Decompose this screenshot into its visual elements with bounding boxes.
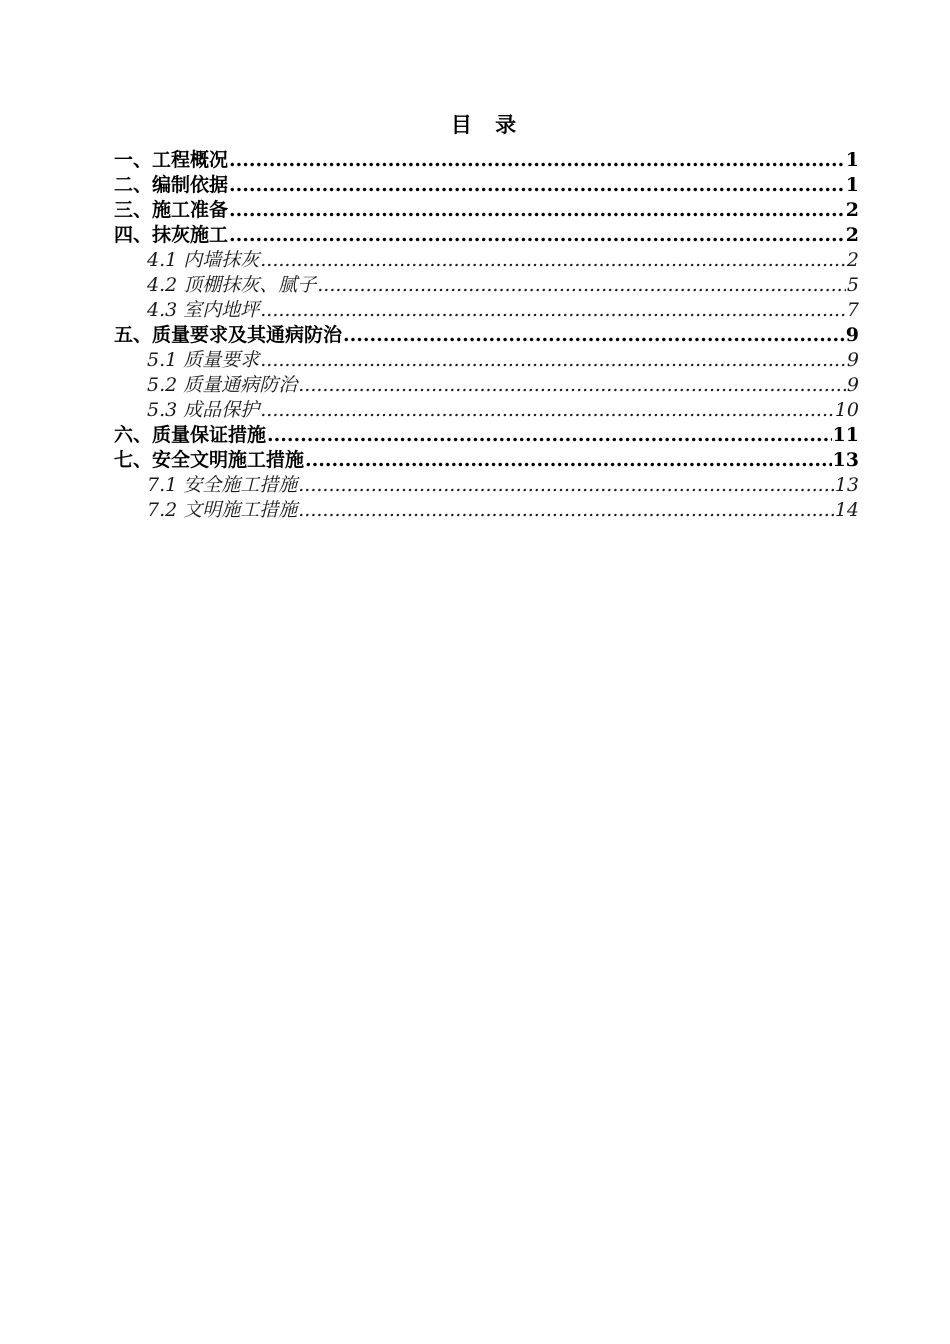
table-of-contents xyxy=(114,148,859,523)
toc-entry-label: 7.2 文明施工措施 xyxy=(147,499,298,521)
toc-entry-page: 13 xyxy=(832,449,859,471)
toc-leader-dots xyxy=(305,448,832,473)
toc-entry-page: 10 xyxy=(834,399,859,421)
toc-entry-page: 5 xyxy=(846,274,859,296)
toc-entry[interactable] xyxy=(114,198,859,223)
toc-subentry[interactable] xyxy=(114,498,859,523)
toc-entry[interactable] xyxy=(114,448,859,473)
toc-entry-page: 1 xyxy=(845,174,859,196)
toc-entry[interactable] xyxy=(114,423,859,448)
toc-leader-dots xyxy=(343,323,845,348)
toc-entry-label: 三、施工准备 xyxy=(114,199,229,221)
toc-leader-dots xyxy=(260,298,846,323)
toc-leader-dots xyxy=(260,348,846,373)
toc-entry[interactable] xyxy=(114,148,859,173)
toc-leader-dots xyxy=(298,373,846,398)
toc-entry-page: 13 xyxy=(834,474,859,496)
toc-entry-label: 一、工程概况 xyxy=(114,149,229,171)
toc-leader-dots xyxy=(229,173,845,198)
toc-leader-dots xyxy=(229,148,845,173)
toc-entry-label: 七、安全文明施工措施 xyxy=(114,449,305,471)
toc-entry-label: 六、质量保证措施 xyxy=(114,424,267,446)
toc-entry[interactable] xyxy=(114,323,859,348)
toc-entry[interactable] xyxy=(114,173,859,198)
toc-subentry[interactable] xyxy=(114,398,859,423)
toc-entry[interactable] xyxy=(114,223,859,248)
toc-entry-page: 2 xyxy=(846,249,859,271)
toc-entry-page: 2 xyxy=(845,199,859,221)
toc-entry-page: 9 xyxy=(846,374,859,396)
toc-entry-label: 5.3 成品保护 xyxy=(147,399,260,421)
toc-entry-label: 4.3 室内地坪 xyxy=(147,299,260,321)
toc-leader-dots xyxy=(229,198,845,223)
toc-entry-label: 5.2 质量通病防治 xyxy=(147,374,298,396)
toc-leader-dots xyxy=(317,273,846,298)
toc-subentry[interactable] xyxy=(114,473,859,498)
toc-entry-label: 4.1 内墙抹灰 xyxy=(147,249,260,271)
toc-leader-dots xyxy=(267,423,832,448)
toc-entry-page: 9 xyxy=(846,349,859,371)
toc-entry-page: 14 xyxy=(834,499,859,521)
toc-entry-page: 1 xyxy=(845,149,859,171)
toc-entry-page: 9 xyxy=(845,324,859,346)
toc-subentry[interactable] xyxy=(114,273,859,298)
toc-leader-dots xyxy=(229,223,845,248)
toc-entry-label: 5.1 质量要求 xyxy=(147,349,260,371)
toc-subentry[interactable] xyxy=(114,373,859,398)
toc-entry-page: 11 xyxy=(832,424,859,446)
toc-subentry[interactable] xyxy=(114,298,859,323)
toc-entry-label: 4.2 顶棚抹灰、腻子 xyxy=(147,274,317,296)
toc-entry-label: 二、编制依据 xyxy=(114,174,229,196)
toc-leader-dots xyxy=(260,398,834,423)
toc-entry-page: 7 xyxy=(846,299,859,321)
toc-entry-page: 2 xyxy=(845,224,859,246)
toc-entry-label: 7.1 安全施工措施 xyxy=(147,474,298,496)
toc-leader-dots xyxy=(298,473,834,498)
toc-subentry[interactable] xyxy=(114,348,859,373)
toc-leader-dots xyxy=(260,248,846,273)
toc-leader-dots xyxy=(298,498,834,523)
toc-entry-label: 四、抹灰施工 xyxy=(114,224,229,246)
toc-entry-label: 五、质量要求及其通病防治 xyxy=(114,324,343,346)
toc-title: 目 录 xyxy=(450,112,525,137)
toc-subentry[interactable] xyxy=(114,248,859,273)
